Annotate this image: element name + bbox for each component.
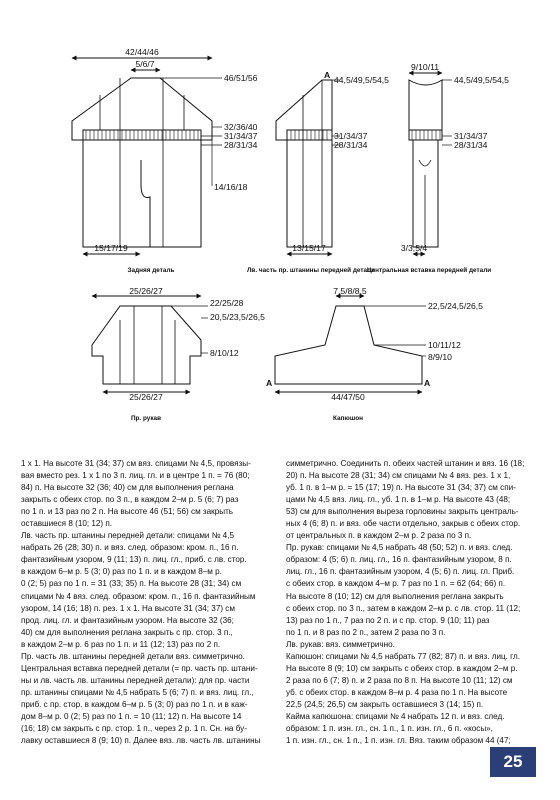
left-front-bottom: 13/15/17	[292, 243, 326, 253]
text-line: ных 4 (6; 8) п. и вяз. обе части отдельно, закрыв с обеих стор.	[286, 519, 521, 529]
center-top-label: 9/10/11	[410, 62, 440, 72]
text-line: оставшиеся 8 (10; 12) п.	[21, 519, 113, 529]
hood-height-2: 10/11/12	[428, 340, 461, 350]
text-line: вая вместо рез. 1 х 1 по 3 п. лиц. гл. и в центре 1 п. = 76 (80;	[21, 471, 250, 481]
sleeve-caption: Пр. рукав	[130, 415, 162, 422]
left-front-height-1: 44,5/49,5/54,5	[334, 75, 389, 85]
text-line: в каждом 2–м р. 6 раз по 1 п. и 11 (12; 13) раз по 2 п.	[21, 639, 221, 649]
center-caption: Центральная вставка передней детали	[366, 267, 492, 274]
sleeve-diagram	[92, 296, 208, 392]
left-front-height-3: 28/31/34	[334, 140, 368, 150]
hood-bottom-label: 44/47/50	[331, 392, 365, 402]
sleeve-outline	[92, 306, 201, 384]
text-line: лиц. гл., 16 п. фантазийным узором, 4 (5; 6) п. лиц. гл. Приб.	[286, 567, 515, 577]
text-line: 22,5 (24,5; 26,5) см закрыть оставшиеся 3 (14; 15) п.	[286, 699, 484, 709]
page-number: 25	[490, 747, 536, 777]
text-line: набрать 26 (28; 30) п. и вяз. след. образом: кром. п., 16 п.	[21, 543, 239, 553]
hood-diagram	[275, 296, 426, 392]
center-insert-diagram	[409, 73, 452, 254]
center-height-3: 28/31/34	[454, 140, 488, 150]
back-piece-outline	[72, 78, 212, 247]
text-line: пр. штанины спицами № 4,5 набрать 5 (6; 7) п. и вяз. лиц. гл.,	[21, 687, 254, 697]
text-line: Кайма капюшона: спицами № 4 набрать 12 п. и вяз. след.	[286, 711, 505, 721]
center-insert-outline	[409, 80, 442, 247]
text-line: по 1 п. и 13 раз по 2 п. На высоте 46 (51; 56) см закрыть	[21, 507, 234, 517]
hood-height-1: 22,5/24,5/26,5	[428, 301, 483, 311]
text-line: в каждом 6–м р. 5 (3; 0) раз по 1 п. и в каждом 8–м р.	[21, 567, 222, 577]
text-line: образом: 1 п. изн. гл., сн. 1 п., 1 п. изн. гл., 6 п. «косы»,	[286, 724, 493, 734]
text-line: 40) см для выполнения реглана закрыть с пр. стор. 3 п.,	[21, 627, 233, 637]
back-bottom-label: 15/17/19	[94, 243, 128, 253]
instructions-left-column	[21, 458, 278, 747]
text-line: симметрично. Соединить п. обеих частей штанин и вяз. 16 (18;	[286, 459, 525, 468]
back-caption: Задняя деталь	[127, 267, 175, 274]
back-height-3: 31/34/37	[224, 131, 258, 141]
hood-marker-right: A	[424, 378, 431, 388]
text-line: Пр. рукав: спицами № 4,5 набрать 48 (50; 52) п. и вяз. след.	[286, 543, 513, 553]
text-line: Центральная вставка передней детали (= пр. часть пр. штани-	[21, 663, 258, 673]
left-front-diagram	[276, 80, 340, 254]
left-front-outline	[276, 80, 332, 247]
hood-height-3: 8/9/10	[428, 352, 452, 362]
hood-top-label: 7,5/8/8,5	[333, 286, 367, 296]
text-line: На высоте 8 (10; 12) см для выполнения реглана закрыть	[286, 591, 504, 601]
text-line: с обеих стор. в каждом 4–м р. 7 раз по 1 п. = 62 (64; 66) п.	[286, 579, 506, 589]
back-width-label: 42/44/46	[125, 47, 159, 57]
text-line: закрыть с обеих стор. по 3 п., в каждом 2–м р. 5 (6; 7) раз	[21, 495, 239, 505]
instructions-right-column	[286, 458, 533, 747]
text-line: 1 х 1. На высоте 31 (34; 37) см вяз. спицами № 4,5, провязы-	[21, 459, 251, 468]
text-line: Лв. часть пр. штанины передней детали: спицами № 4,5	[21, 531, 234, 541]
text-line: 2 раза по 6 (7; 8) п. и 2 раза по 8 п. На высоте 10 (11; 12) см	[286, 675, 513, 685]
text-line: (16; 18) см закрыть с пр. стор. 1 п., через 2 р. 1 п. Сн. на бу-	[21, 724, 247, 734]
sleeve-bottom-label: 25/26/27	[129, 392, 163, 402]
text-line: 84) п. На высоте 32 (36; 40) см для выполнения реглана	[21, 483, 234, 493]
text-line: лавку оставшиеся 8 (9; 10) п. Далее вяз. лв. часть лв. штанины	[21, 736, 261, 746]
text-line: образом: 4 (5; 6) п. лиц. гл., 16 п. фантазийным узором, 8 п.	[286, 555, 512, 565]
center-height-2: 31/34/37	[454, 131, 488, 141]
text-line: 13) раз по 1 п., 7 раз по 2 п. и с пр. стор. 9 (10; 11) раз	[286, 615, 490, 625]
center-height-1: 44,5/49,5/54,5	[454, 75, 509, 85]
text-line: ны и лв. часть лв. штанины передней детали): для пр. части	[21, 675, 250, 685]
back-height-5: 14/16/18	[214, 182, 248, 192]
text-line: фантазийным узором, 9 (11; 13) п. лиц. гл., приб. с лв. стор.	[21, 555, 247, 565]
text-line: 0 (2; 5) раз по 1 п. = 31 (33; 35) п. На высоте 28 (31; 34) см	[21, 579, 242, 589]
back-height-2: 32/36/40	[224, 122, 258, 132]
text-line: уб. с обеих стор. в каждом 8–м р. 4 раза по 1 п. На высоте	[286, 687, 508, 697]
text-line: Капюшон: спицами № 4,5 набрать 77 (82; 87) п. и вяз. лиц. гл.	[286, 651, 520, 661]
text-line: узором, 14 (16; 18) п. рез. 1 х 1. На высоте 31 (34; 37) см	[21, 603, 235, 613]
back-height-4: 28/31/34	[224, 140, 258, 150]
text-line: Лв. рукав: вяз. симметрично.	[286, 639, 395, 649]
text-line: 1 п. изн. гл., сн. 1 п., 1 п. изн. гл. Вяз. таким образом 44 (47;	[286, 736, 511, 746]
sleeve-height-2: 20,5/23,5/26,5	[210, 312, 265, 322]
text-line: 53) см для выполнения выреза горловины закрыть централь-	[286, 507, 519, 517]
center-bottom-label: 3/3,5/4	[400, 243, 428, 253]
text-line: с обеих стор. по 3 п., затем в каждом 2–м р. с лв. стор. 11 (12;	[286, 603, 521, 613]
left-front-caption: Лв. часть пр. штанины передней детали	[246, 267, 376, 274]
sleeve-height-1: 22/25/28	[210, 298, 244, 308]
sleeve-height-3: 8/10/12	[210, 348, 239, 358]
text-line: На высоте 8 (9; 10) см закрыть с обеих стор. в каждом 2–м р.	[286, 663, 518, 673]
sleeve-top-label: 25/26/27	[129, 286, 163, 296]
text-line: уб. 1 п. в 1–м р. = 15 (17; 19) п. На высоте 31 (34; 37) см спи-	[286, 483, 516, 493]
text-line: Пр. часть лв. штанины передней детали вяз. симметрично.	[21, 651, 245, 661]
back-height-1: 46/51/56	[224, 73, 258, 83]
left-front-marker: A	[324, 70, 331, 80]
text-line: по 1 п. и 8 раз по 2 п., затем 2 раза по 3 п.	[286, 627, 446, 637]
hood-marker-left: A	[266, 378, 273, 388]
text-line: прод. лиц. гл. и фантазийным узором. На высоте 32 (36;	[21, 615, 234, 625]
text-line: спицами № 4 вяз. след. образом: кром. п., 16 п. фантазийным	[21, 591, 256, 601]
back-piece-diagram	[72, 58, 222, 254]
text-line: приб. с пр. стор. в каждом 6–м р. 5 (3; 0) раз по 1 п. и в каж-	[21, 699, 248, 709]
back-neck-label: 5/6/7	[135, 59, 155, 69]
text-line: дом 8–м р. 0 (2; 5) раз по 1 п. = 10 (11; 12) п. На высоте 14	[21, 711, 242, 721]
left-front-height-2: 31/34/37	[334, 131, 368, 141]
text-line: цами № 4,5 вяз. лиц. гл., уб. 1 п. в 1–м р. На высоте 43 (48;	[286, 495, 511, 505]
hood-caption: Капюшон	[333, 415, 363, 422]
text-line: 20) п. На высоте 28 (31; 34) см спицами № 4 вяз. рез. 1 х 1,	[286, 471, 511, 481]
back-leg-split	[141, 160, 150, 247]
text-line: от центральных п. в каждом 2–м р. 2 раза по 3 п.	[286, 531, 472, 541]
